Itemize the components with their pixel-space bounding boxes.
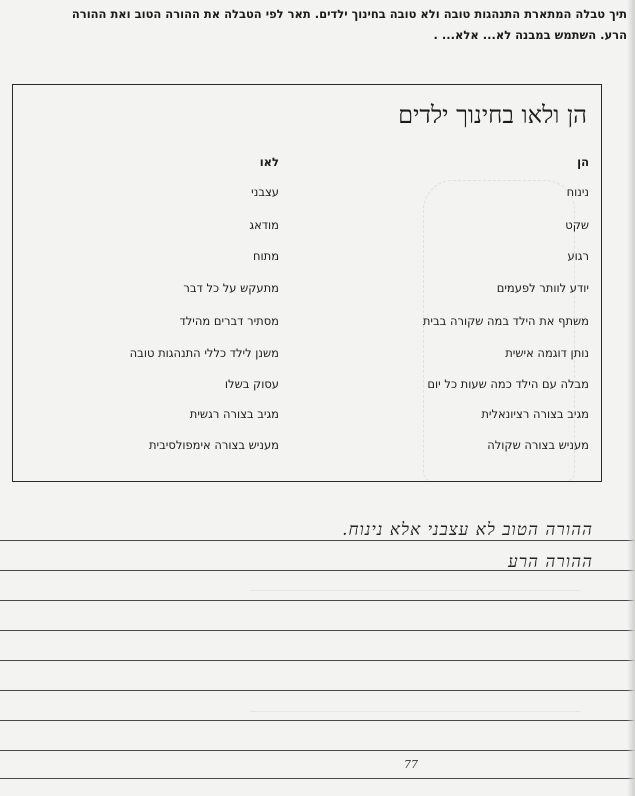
table-cell-yes: משתף את הילד במה שקורה בבית	[422, 314, 589, 328]
table-title: הן ולאו בחינוך ילדים	[398, 101, 587, 129]
writing-line	[0, 600, 635, 601]
table-cell-yes: נינוח	[566, 185, 589, 199]
table-cell-yes: רגוע	[567, 249, 589, 263]
page-number: 77	[404, 758, 418, 771]
instructions-line-2: הרע. השתמש במבנה לא... אלא... .	[433, 28, 627, 42]
writing-line	[0, 690, 635, 691]
table-cell-yes: מעניש בצורה שקולה	[487, 438, 589, 452]
writing-line	[0, 630, 635, 631]
scan-edge-shadow	[627, 0, 635, 796]
table-cell-yes: שקט	[565, 218, 589, 232]
table-cell-yes: יודע לוותר לפעמים	[496, 281, 589, 295]
answer-lines	[0, 500, 635, 790]
table-cell-no: מתעקש על כל דבר	[183, 281, 279, 295]
table-cell-no: מודאג	[249, 218, 279, 232]
table-cell-no: מתוח	[252, 249, 279, 263]
table-cell-yes: מגיב בצורה רציונאלית	[481, 407, 589, 421]
table-cell-no: מסתיר דברים מהילד	[179, 314, 279, 328]
writing-line	[0, 750, 635, 751]
writing-line	[0, 660, 635, 661]
table-cell-no: עצבני	[251, 185, 279, 199]
column-header-no: לאו	[259, 155, 279, 169]
writing-line	[0, 540, 635, 541]
table-frame	[12, 84, 602, 482]
table-cell-yes: נותן דוגמה אישית	[505, 346, 589, 360]
table-cell-no: משנן לילד כללי התנהגות טובה	[129, 346, 279, 360]
column-header-yes: הן	[577, 155, 589, 169]
handwritten-answer-2: ההורה הרע	[508, 552, 593, 572]
handwritten-answer-1: ההורה הטוב לא עצבני אלא נינוח.	[342, 520, 593, 540]
writing-line	[0, 778, 635, 779]
table-cell-no: עסוק בשלו	[224, 377, 279, 391]
writing-line	[0, 720, 635, 721]
table-cell-no: מעניש בצורה אימפולסיבית	[149, 438, 279, 452]
instructions-line-1: תיך טבלה המתארת התנהגות טובה ולא טובה בחינוך ילדים. תאר לפי הטבלה את ההורה הטוב ואת ההורה	[71, 7, 627, 21]
exercise-instructions	[10, 4, 627, 46]
table-cell-no: מגיב בצורה רגשית	[189, 407, 279, 421]
table-cell-yes: מבלה עם הילד כמה שעות כל יום	[427, 377, 589, 391]
